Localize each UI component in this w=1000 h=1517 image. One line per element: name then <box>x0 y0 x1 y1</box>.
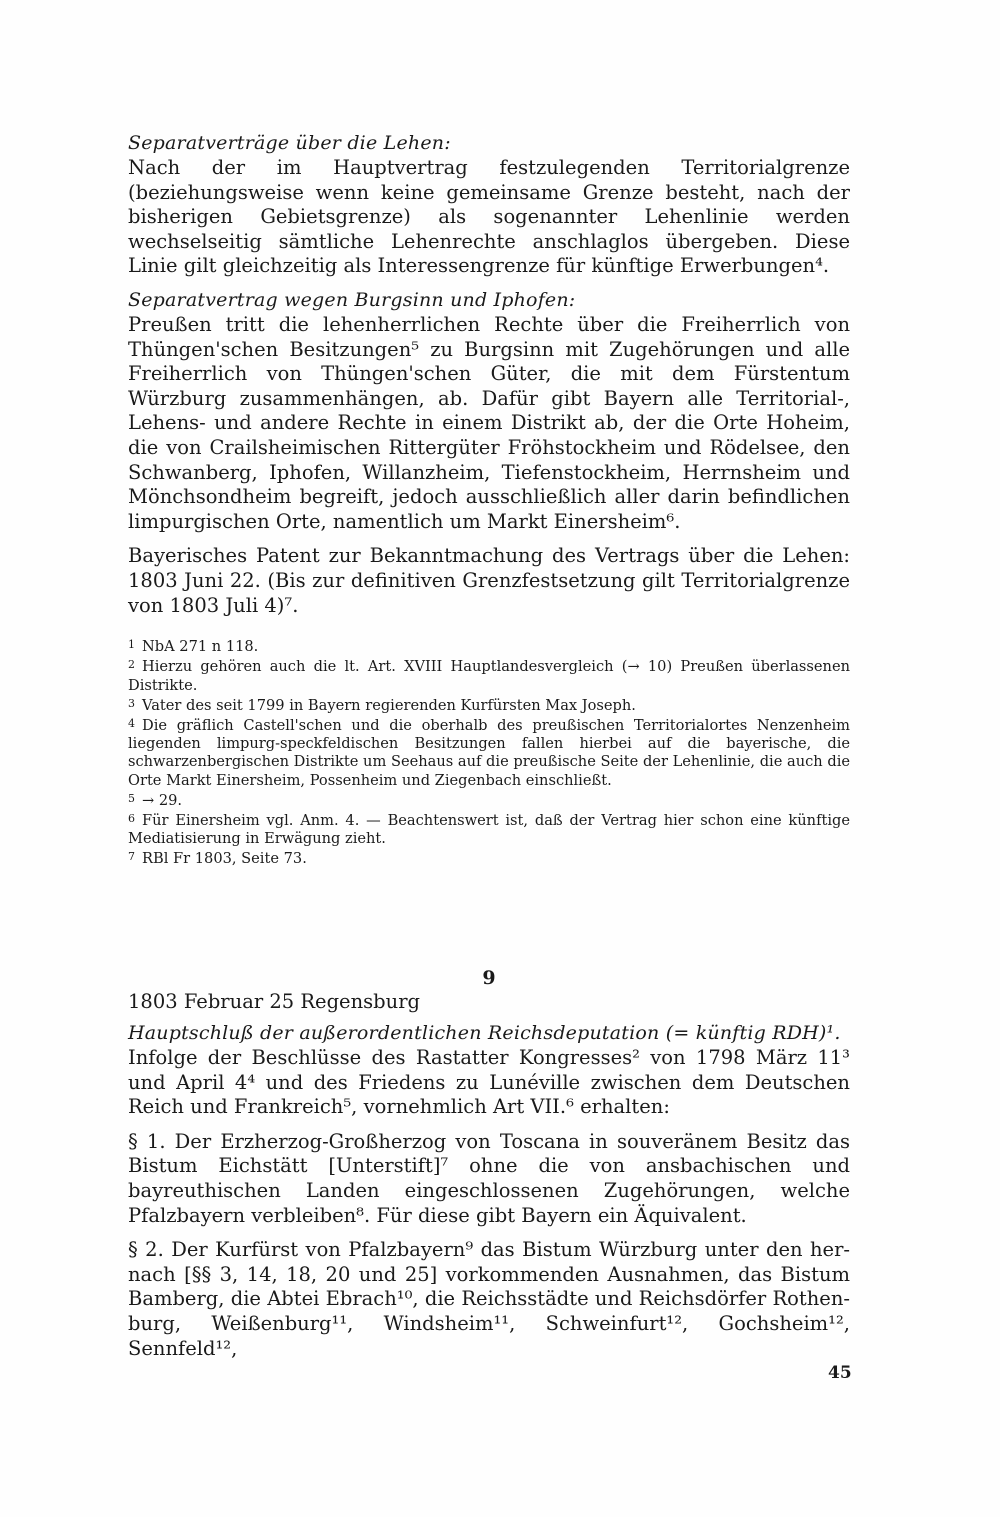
section-body <box>128 1020 850 1361</box>
footnote-mark: 6 <box>128 811 135 825</box>
footnote <box>128 636 850 656</box>
footnote-mark: 3 <box>128 696 135 710</box>
footnote-text: RBl Fr 1803, Seite 73. <box>142 850 307 868</box>
paragraph-patent: Bayerisches Patent zur Bekanntmachung des Vertrags über die Lehen: 1803 Juni 22. (Bis zur definitiven Grenzfestsetzung gilt Territorialgrenze von 1803 Juli 4)⁷. <box>128 544 850 617</box>
section-heading: Hauptschluß der außerordentlichen Reichsdeputation (= künftig RDH)¹. <box>128 1022 841 1044</box>
section-number: 9 <box>482 967 496 989</box>
section-paragraph-2: § 2. Der Kurfürst von Pfalzbayern⁹ das Bistum Würzburg unter den hernach [§§ 3, 14, 18, 20 und 25] vorkommenden Ausnahmen, das Bistum Bamberg, die Abtei Ebrach¹⁰, die Reichsstädte und Reichsdörfer Rothenburg, Weißenburg¹¹, Windsheim¹¹, Schweinfurt¹², Gochsheim¹², Sennfeld¹², <box>128 1238 850 1360</box>
footnote <box>128 848 850 868</box>
footnote-text: NbA 271 n 118. <box>142 638 259 656</box>
footnote-mark: 5 <box>128 791 135 805</box>
footnote-text: Vater des seit 1799 in Bayern regierenden Kurfürsten Max Joseph. <box>142 696 636 714</box>
footnote-mark: 1 <box>128 638 135 652</box>
footnote-text: Die gräflich Castell'schen und die oberhalb des preußischen Territorialortes Nenzenheim liegenden limpurg-speckfeldischen Besitzungen fallen hierbei auf die bayerische, die schwarzenbergischen Distrikte um Seehaus auf die preußische Seite der Lehenlinie, die auch die Orte Markt Einersheim, Possenheim und Ziegenbach einschließt. <box>128 716 850 789</box>
footnote <box>128 790 850 810</box>
footnotes <box>128 636 850 868</box>
footnote <box>128 656 850 694</box>
footnote <box>128 695 850 715</box>
footnote-text: Hierzu gehören auch die lt. Art. XVIII Hauptlandesvergleich (→ 10) Preußen überlassenen Distrikte. <box>128 658 850 694</box>
footnote <box>128 715 850 790</box>
page-content <box>128 130 850 1360</box>
footnote-text: Für Einersheim vgl. Anm. 4. — Beachtenswert ist, daß der Vertrag hier schon eine künftige Mediatisierung in Erwägung zieht. <box>128 811 850 848</box>
page-number: 45 <box>828 1363 852 1383</box>
footnote-text: → 29. <box>142 791 183 809</box>
section-paragraph-1: § 1. Der Erzherzog-Großherzog von Toscana in souveränem Besitz das Bistum Eichstätt [Unterstift]⁷ ohne die von ansbachischen und bayreuthischen Landen eingeschlossenen Zugehörungen, welche Pfalzbayern verbleiben⁸. Für diese gibt Bayern ein Äquivalent. <box>128 1129 850 1227</box>
paragraph-burgsinn: Preußen tritt die lehenherrlichen Rechte über die Freiherrlich von Thüngen'schen Besitzungen⁵ zu Burgsinn mit Zugehörungen und alle Freiherrlich von Thüngen'schen Güter, die mit dem Fürstentum Würzburg zusammenhängen, ab. Dafür gibt Bayern alle Territorial-, Lehens- und andere Rechte in einem Distrikt ab, der die Orte Hoheim, die von Crailsheimischen Rittergüter Fröhstockheim und Rödelsee, den Schwanberg, Iphofen, Willanzheim, Tiefenstockheim, Herrnsheim und Mönchsondheim begreift, jedoch ausschließlich aller darin befindlichen limpurgischen Orte, namentlich um Markt Einersheim⁶. <box>128 312 850 533</box>
footnote-mark: 4 <box>128 716 135 730</box>
heading-burgsinn-iphofen: Separatvertrag wegen Burgsinn und Iphofen: <box>128 288 576 311</box>
footnote-mark: 2 <box>128 658 135 672</box>
paragraph-lehen: Nach der im Hauptvertrag festzulegenden Territorialgrenze (beziehungsweise wenn keine gemeinsame Grenze besteht, nach der bisherigen Gebietsgrenze) als sogenannter Lehenlinie werden wechselseitig sämtliche Lehenrechte anschlaglos übergeben. Diese Linie gilt gleichzeitig als Interessengrenze für künftige Erwerbungen⁴. <box>128 156 850 278</box>
section-intro: Infolge der Beschlüsse des Rastatter Kongresses² von 1798 März 11³ und April 4⁴ und des Friedens zu Lunéville zwischen dem Deutschen Reich und Frankreich⁵, vornehmlich Art VII.⁶ erhalten: <box>128 1046 850 1119</box>
footnote-mark: 7 <box>128 850 135 864</box>
footnote <box>128 810 850 848</box>
heading-separatvertraege: Separatverträge über die Lehen: <box>128 132 451 154</box>
section-date-line: 1803 Februar 25 Regensburg <box>128 990 421 1013</box>
